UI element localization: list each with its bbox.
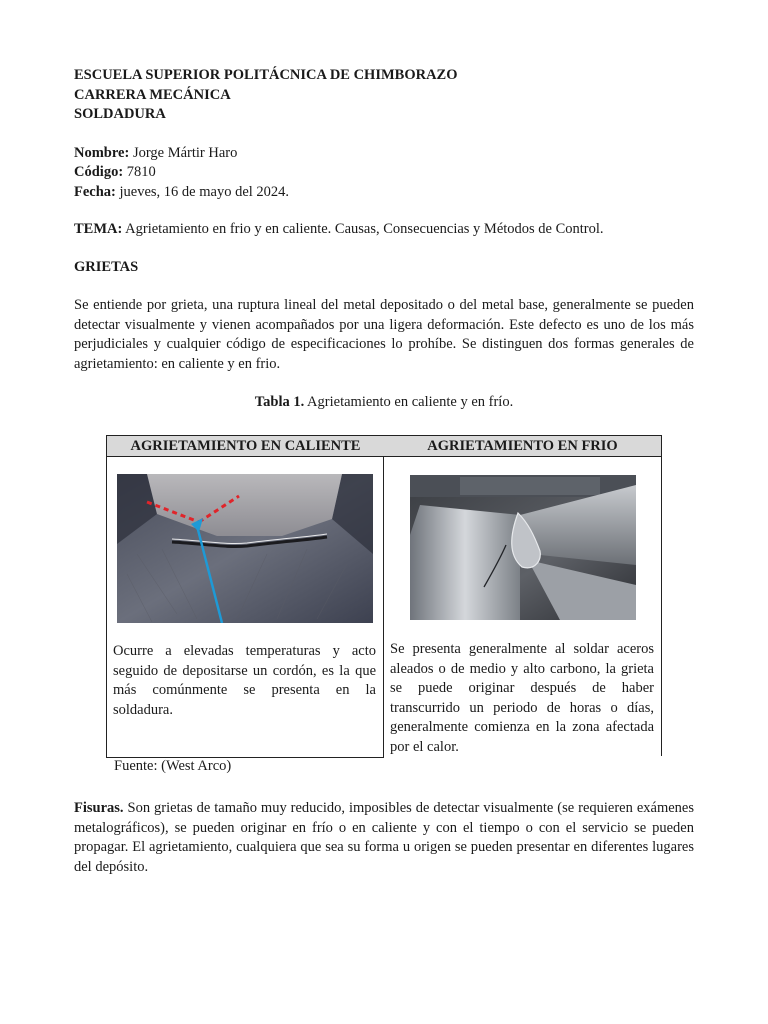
caption-text: Agrietamiento en caliente y en frío. bbox=[304, 394, 514, 410]
code-value: 7810 bbox=[123, 164, 156, 180]
name-line bbox=[74, 144, 694, 164]
comparison-table bbox=[106, 435, 662, 758]
fisuras-label: Fisuras. bbox=[74, 800, 124, 816]
fisuras-paragraph bbox=[74, 799, 694, 877]
institution-header bbox=[74, 66, 694, 125]
section-title: GRIETAS bbox=[74, 259, 139, 275]
table-header-hot: AGRIETAMIENTO EN CALIENTE bbox=[106, 435, 385, 457]
table-divider bbox=[383, 456, 384, 758]
topic-value: Agrietamiento en frio y en caliente. Causas, Consecuencias y Métodos de Control. bbox=[122, 221, 604, 237]
code-line bbox=[74, 163, 694, 183]
table-caption bbox=[74, 393, 694, 412]
caption-label: Tabla 1. bbox=[254, 394, 305, 410]
table-border-right bbox=[661, 456, 662, 756]
date-label: Fecha: bbox=[74, 183, 116, 200]
topic-label: TEMA: bbox=[74, 221, 123, 237]
fisuras-text: Son grietas de tamaño muy reducido, imposibles de detectar visualmente (se requieren exámenes metalográficos), se pueden originar en frío o en caliente y con el tiempo o con el servicio se pueden propagar. El agrietamiento, cualquiera que sea su forma u origen se pueden presentar en diferentes lugares del depósito. bbox=[74, 800, 694, 875]
institution-name: ESCUELA SUPERIOR POLITÁCNICA DE CHIMBORAZO bbox=[74, 67, 458, 83]
subject-name: SOLDADURA bbox=[74, 106, 166, 122]
intro-paragraph: Se entiende por grieta, una ruptura lineal del metal depositado o del metal base, generalmente se pueden detectar visualmente y vienen acompañados por una ligera deformación. Este defecto es uno de los más perjudiciales y cualquier código de especificaciones lo prohíbe. Se distinguen dos formas generales de agrietamiento: en caliente y en frio. bbox=[74, 297, 694, 372]
cold-crack-photo bbox=[410, 475, 636, 620]
table-source: Fuente: (West Arco) bbox=[114, 758, 232, 774]
topic-line bbox=[74, 220, 694, 239]
name-value: Jorge Mártir Haro bbox=[129, 144, 238, 161]
table-header-cold: AGRIETAMIENTO EN FRIO bbox=[384, 435, 662, 457]
career-name: CARRERA MECÁNICA bbox=[74, 86, 231, 103]
table-border-left bbox=[106, 456, 107, 758]
document-body bbox=[74, 66, 694, 412]
hot-crack-description: Ocurre a elevadas temperaturas y acto seguido de depositarse un cordón, es la que más comúnmente se presenta en la soldadura. bbox=[113, 643, 376, 718]
date-line bbox=[74, 183, 694, 203]
code-label: Código: bbox=[74, 164, 124, 180]
name-label: Nombre: bbox=[74, 144, 130, 161]
date-value: jueves, 16 de mayo del 2024. bbox=[115, 183, 290, 200]
student-info bbox=[74, 144, 694, 203]
cold-crack-description: Se presenta generalmente al soldar aceros aleados o de medio y alto carbono, la grieta se puede originar después de haber transcurrido un periodo de horas o días, generalmente comienza en la zona afectada por el calor. bbox=[390, 641, 654, 755]
hot-crack-photo bbox=[117, 474, 373, 623]
